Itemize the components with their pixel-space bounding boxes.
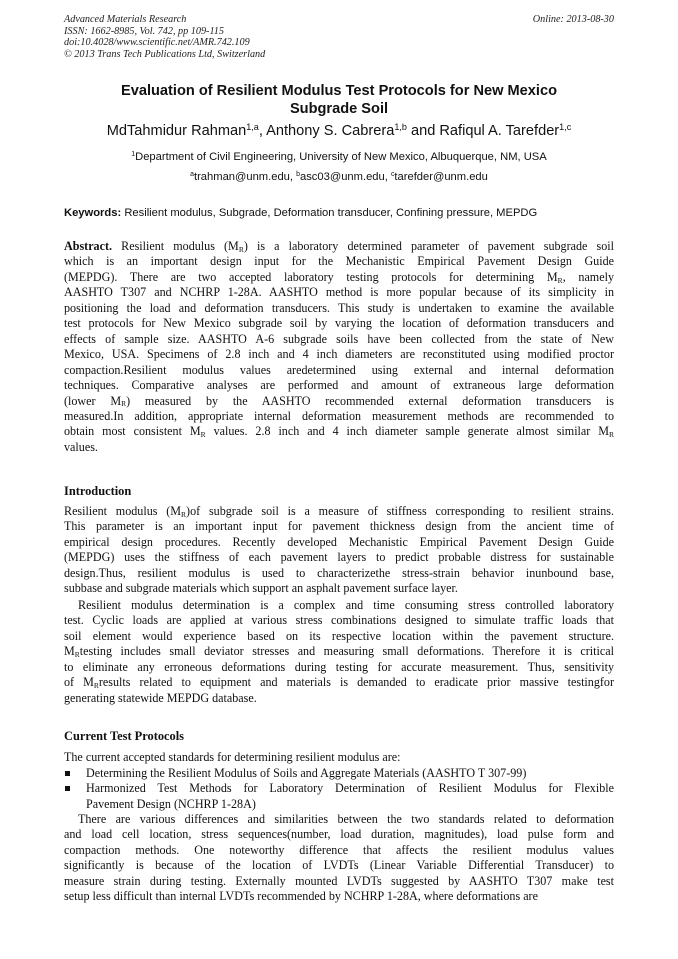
doi-line: doi:10.4028/www.scientific.net/AMR.742.109 bbox=[64, 37, 250, 49]
text-line: (lower $M_R$) measured by the AASHTO recommended external deformation transducers is bbox=[64, 393, 614, 409]
text-line: test protocols for New Mexico subgrade soil by varying the location of deformation transducers and bbox=[64, 316, 614, 331]
text-line: effects of sample size. AASHTO A-6 subgrade soils have been collected from the state of New bbox=[64, 331, 614, 346]
title-line-2: Subgrade Soil bbox=[289, 101, 389, 117]
keywords-text: Resilient modulus, Subgrade, Deformation transducer, Confining pressure, MEPDG bbox=[124, 207, 538, 219]
keywords bbox=[64, 206, 624, 220]
subscript: R bbox=[608, 430, 614, 440]
introduction-paragraph-1 bbox=[64, 504, 614, 597]
text-line: measured.In addition, appropriate internal deformation measurement methods are recommended to bbox=[64, 408, 614, 423]
text-line: Abstract. Resilient modulus $(M_R)$ is a laboratory determined parameter of pavement subgrade soil bbox=[64, 239, 614, 254]
email-separator: , bbox=[384, 171, 391, 183]
email-address: tarefder@unm.edu bbox=[394, 171, 488, 183]
affiliation bbox=[64, 150, 614, 164]
journal-header bbox=[64, 14, 265, 60]
text-line: soil element would experience based on its respective location within the pavement structure. bbox=[64, 628, 614, 643]
subscript: R bbox=[181, 509, 187, 519]
title-line-1: Evaluation of Resilient Modulus Test Protocols for New Mexico bbox=[121, 83, 557, 99]
text-line: techniques. Comparative analyses are performed and amount of extraneous large deformation bbox=[64, 378, 614, 393]
email-mark: c bbox=[390, 171, 395, 179]
text-line: of $M_Rresults$ related to equipment and materials is demanded to eradicate prior massive testingfor bbox=[64, 675, 614, 691]
paper-title bbox=[64, 82, 614, 118]
text-line: subbase and subgrade materials which support an asphalt pavement surface layer. bbox=[64, 581, 458, 596]
text-line: values. bbox=[64, 439, 98, 454]
email-list bbox=[64, 170, 614, 184]
protocols-intro: The current accepted standards for determining resilient modulus are: bbox=[64, 750, 401, 764]
bullet-square-icon bbox=[65, 771, 70, 776]
text-line: design.Thus, resilient modulus is used to characterizethe stress-strain behavior inunbound base, bbox=[64, 565, 614, 580]
subscript: R bbox=[557, 275, 563, 285]
text-line: compaction.Resilient modulus values aredetermined using external and internal deformation bbox=[64, 362, 614, 377]
affiliation-text: Department of Civil Engineering, University of New Mexico, Albuquerque, NM, USA bbox=[135, 151, 547, 163]
bullet-square-icon bbox=[65, 786, 70, 791]
text-line: Resilient modulus $(M_R)of$ subgrade soil is a measure of stiffness corresponding to resilient strains. bbox=[64, 504, 615, 519]
text-line: positioning the load and deformation transducers. This study is undertaken to examine the available bbox=[64, 300, 614, 315]
text-line: Resilient modulus determination is a complex and time consuming stress controlled laboratory bbox=[78, 598, 614, 612]
text-line: setup less difficult than internal LVDTs recommended by NCHRP 1-28A, where deformations are bbox=[64, 889, 538, 904]
text-line: AASHTO T307 and NCHRP 1-28A. AASHTO method is more popular because of its simplicity in bbox=[64, 285, 614, 300]
text-line: $M_Rtesting$ includes small deviator stresses and measuring small deformations. Therefore it is critical bbox=[64, 644, 614, 660]
email-address: trahman@unm.edu bbox=[193, 171, 290, 183]
text-line: (MEPDG). There are two accepted laboratory testing protocols for determining $M_R$, namely bbox=[64, 269, 614, 285]
text-line: There are various differences and similarities between the two standards related to deformation bbox=[78, 812, 614, 826]
section-heading-current-test-protocols: Current Test Protocols bbox=[64, 729, 184, 743]
list-item bbox=[64, 781, 614, 812]
list-item bbox=[64, 766, 614, 781]
protocols-paragraph bbox=[64, 812, 614, 905]
subscript: R bbox=[121, 399, 127, 409]
text-line: and load cell location, stress sequences(number, load duration, magnitudes), load pulse form and bbox=[64, 827, 614, 842]
author-affil-mark: 1,c bbox=[559, 122, 572, 133]
text-line: Mexico, USA. Specimens of 2.8 inch and 4 inch diameters are reconstituted using modified proctor bbox=[64, 347, 614, 362]
text-line: This parameter is an important input for pavement thickness design from the ancient time of bbox=[64, 519, 614, 534]
section-heading-introduction: Introduction bbox=[64, 484, 132, 498]
email-separator: , bbox=[289, 171, 297, 183]
author-separator: and bbox=[406, 123, 440, 139]
subscript: R bbox=[238, 244, 244, 254]
author-affil-mark: 1,a bbox=[246, 122, 259, 133]
text-line: which is an important design input for the Mechanistic Empirical Pavement Design Guide bbox=[64, 254, 614, 269]
protocols-list bbox=[64, 766, 614, 812]
text-line: measure strain during testing. Externally mounted LVDTs suggested by AASHTO T307 make test bbox=[64, 873, 614, 888]
text-line: significantly is because of the location of LVDTs (Linear Variable Differential Transducer) to bbox=[64, 858, 614, 873]
text-line: test. Cyclic loads are applied at various stress combinations designed to simulate traffic loads that bbox=[64, 613, 614, 628]
text-line: to eliminate any erroneous deformations during testing for accurate measurement. Thus, sensitivity bbox=[64, 659, 614, 674]
bullet-list bbox=[64, 766, 614, 812]
author-separator: , bbox=[258, 123, 267, 139]
subscript: R bbox=[74, 650, 80, 660]
introduction-paragraph-2 bbox=[64, 598, 614, 706]
keywords-label: Keywords: bbox=[64, 207, 122, 219]
text-line: compaction methods. One noteworthy difference that affects the resilient modulus values bbox=[64, 842, 614, 857]
text-line: Pavement Design (NCHRP 1-28A) bbox=[86, 796, 256, 811]
text-line: Determining the Resilient Modulus of Soils and Aggregate Materials (AASHTO T 307-99) bbox=[86, 766, 527, 780]
journal-name: Advanced Materials Research bbox=[64, 14, 187, 25]
text-line: generating statewide MEPDG database. bbox=[64, 690, 257, 705]
affiliation-mark: 1 bbox=[131, 151, 136, 159]
author-affil-mark: 1,b bbox=[394, 122, 407, 133]
text-line: obtain most consistent $M_R$ values. 2.8 inch and 4 inch diameter sample generate almost similar $M_R$ bbox=[64, 424, 614, 440]
text-line: empirical design procedures. Recently developed Mechanistic Empirical Pavement Design Guide bbox=[64, 534, 614, 549]
subscript: R bbox=[200, 430, 206, 440]
author-list bbox=[64, 121, 614, 141]
abstract-label: Abstract. bbox=[64, 239, 113, 253]
author-name: Anthony S. Cabrera bbox=[266, 123, 395, 139]
subscript: R bbox=[93, 681, 99, 691]
text-line: (MEPDG) uses the stiffness of each pavement layers to predict probable distress for sustainable bbox=[64, 550, 614, 565]
abstract bbox=[64, 239, 614, 455]
author-name: Rafiqul A. Tarefder bbox=[439, 123, 560, 139]
author-name: MdTahmidur Rahman bbox=[106, 123, 247, 139]
email-address: asc03@unm.edu bbox=[299, 171, 385, 183]
text-line: Harmonized Test Methods for Laboratory Determination of Resilient Modulus for Flexible bbox=[86, 781, 614, 796]
online-date: Online: 2013-08-30 bbox=[532, 14, 614, 25]
email-mark: b bbox=[296, 171, 300, 179]
email-mark: a bbox=[190, 171, 194, 179]
issn-line: ISSN: 1662-8985, Vol. 742, pp 109-115 bbox=[64, 25, 224, 37]
copyright-line: © 2013 Trans Tech Publications Ltd, Switzerland bbox=[64, 48, 266, 60]
